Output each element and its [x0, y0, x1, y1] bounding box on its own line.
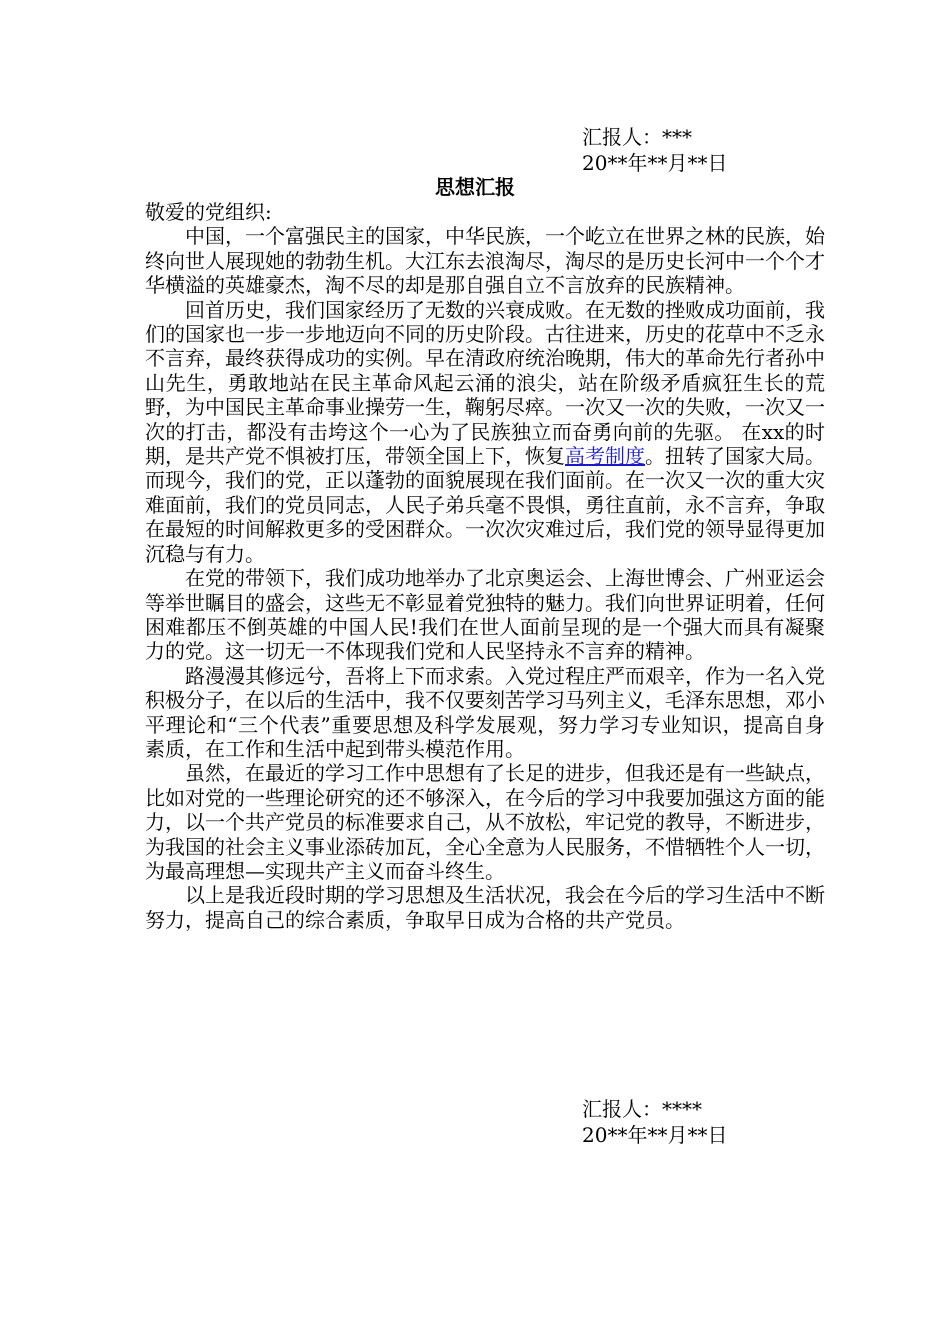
header-date: 20**年**月**日	[582, 151, 728, 175]
paragraph-6: 以上是我近段时期的学习思想及生活状况，我会在今后的学习生活中不断努力，提高自己的综合素质，争取早日成为合格的共产党员。	[145, 883, 825, 932]
paragraph-2	[145, 298, 825, 566]
header-reporter: 汇报人：***	[582, 125, 692, 149]
footer-date: 20**年**月**日	[582, 1123, 728, 1147]
header-signature	[582, 124, 727, 176]
paragraph-4: 路漫漫其修远兮，吾将上下而求索。入党过程庄严而艰辛，作为一名入党积极分子，在以后的生活中，我不仅要刻苦学习马列主义，毛泽东思想，邓小平理论和“三个代表”重要思想及科学发展观，努力学习专业知识，提高自身素质，在工作和生活中起到带头模范作用。	[145, 663, 825, 761]
gaokao-link[interactable]: 高考制度	[565, 444, 645, 469]
footer-reporter: 汇报人：****	[582, 1097, 702, 1121]
salutation: 敬爱的党组织:	[145, 200, 272, 224]
paragraph-3: 在党的带领下，我们成功地举办了北京奥运会、上海世博会、广州亚运会等举世瞩目的盛会，这些无不彰显着党独特的魅力。我们向世界证明着，任何困难都压不倒英雄的中国人民!我们在世人面前呈现的是一个强大而具有凝聚力的党。这一切无一不体现我们党和人民坚持永不言弃的精神。	[145, 566, 825, 664]
paragraph-5: 虽然，在最近的学习工作中思想有了长足的进步，但我还是有一些缺点，比如对党的一些理论研究的还不够深入，在今后的学习中我要加强这方面的能力，以一个共产党员的标准要求自己，从不放松，牢记党的教导，不断进步，为我国的社会主义事业添砖加瓦，全心全意为人民服务，不惜牺牲个人一切，为最高理想—实现共产主义而奋斗终生。	[145, 761, 825, 883]
footer-signature	[582, 1096, 727, 1148]
paragraph-1: 中国，一个富强民主的国家，中华民族，一个屹立在世界之林的民族，始终向世人展现她的勃勃生机。大江东去浪淘尽，淘尽的是历史长河中一个个才华横溢的英雄豪杰，淘不尽的却是那自强自立不言放弃的民族精神。	[145, 224, 825, 298]
document-title: 思想汇报	[435, 175, 515, 199]
paragraph-2-after: 。扭转了国家大局。而现今，我们的党，正以蓬勃的面貌展现在我们面前。在一次又一次的重大灾难面前，我们的党员同志，人民子弟兵毫不畏惧，勇往直前，永不言弃，争取在最短的时间解救更多的受困群众。一次次灾难过后，我们党的领导显得更加沉稳与有力。	[145, 444, 825, 566]
paragraph-2-before: 回首历史，我们国家经历了无数的兴衰成败。在无数的挫败成功面前，我们的国家也一步一步地迈向不同的历史阶段。古往进来，历史的花草中不乏永不言弃，最终获得成功的实例。早在清政府统治晚期，伟大的革命先行者孙中山先生，勇敢地站在民主革命风起云涌的浪尖，站在阶级矛盾疯狂生长的荒野，为中国民主革命事业操劳一生，鞠躬尽瘁。一次又一次的失败，一次又一次的打击，都没有击垮这个一心为了民族独立而奋勇向前的先驱。 在xx的时期，是共产党不惧被打压，带领全国上下，恢复	[145, 297, 825, 469]
document-body	[145, 200, 825, 932]
